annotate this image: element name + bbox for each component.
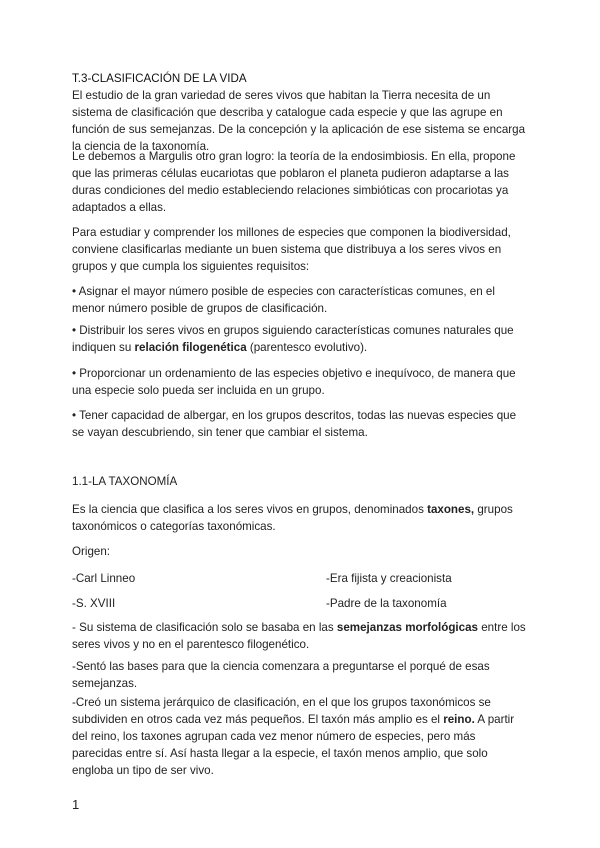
- origen-row1-right: -Era fijista y creacionista: [326, 572, 452, 585]
- paragraph-4-text: -Creó un sistema jerárquico de clasificación, en el que los grupos taxonómicos se subdividen en otros cada vez más pequeños. El taxón más amplio es el: [72, 696, 491, 726]
- paragraph-2-bold-term: semejanzas morfológicas: [336, 621, 478, 634]
- requirement-bullet-2: [72, 322, 528, 356]
- requirement-bullet-1: • Asignar el mayor número posible de especies con características comunes, en el menor número posible de grupos de clasificación.: [72, 285, 495, 315]
- bullet-2-text: • Distribuir los seres vivos en grupos siguiendo características comunes naturales que indiquen su: [72, 324, 514, 354]
- origen-label: Origen:: [72, 545, 111, 558]
- origen-row1-left: -Carl Linneo: [72, 572, 136, 585]
- taxonomy-paragraph-2: [72, 619, 528, 653]
- paragraph-2-text: - Su sistema de clasificación solo se basaba en las: [72, 621, 337, 634]
- definition-text-end: grupos taxonómicos o categorías taxonómicas.: [72, 503, 513, 533]
- section-title: 1.1-LA TAXONOMÍA: [72, 475, 178, 488]
- requirement-bullet-3: • Proporcionar un ordenamiento de las especies objetivo e inequívoco, de manera que una especie solo pueda ser incluida en un grupo.: [72, 367, 516, 397]
- bullet-2-bold-term: relación filogenética: [134, 341, 247, 354]
- taxonomy-definition: [72, 501, 528, 535]
- paragraph-4-text-end: A partir del reino, los taxones agrupan cada vez menor número de especies, pero más parecidas entre sí. Así hasta llegar a la especie, el taxón menos amplio, que solo engloba un tipo de ser vivo.: [72, 713, 515, 777]
- definition-text: Es la ciencia que clasifica a los seres vivos en grupos, denominados: [72, 503, 428, 516]
- intro-paragraph-3: Para estudiar y comprender los millones de especies que componen la biodiversidad, conviene clasificarlas mediante un buen sistema que distribuya a los seres vivos en grupos y que cumpla los siguientes requisitos:: [72, 226, 511, 273]
- bullet-2-text-end: (parentesco evolutivo).: [246, 341, 368, 354]
- origen-row2-left: -S. XVIII: [72, 597, 116, 610]
- taxonomy-paragraph-4: [72, 694, 528, 779]
- document-title: T.3-CLASIFICACIÓN DE LA VIDA: [72, 72, 247, 85]
- requirement-bullet-4: • Tener capacidad de albergar, en los grupos descritos, todas las nuevas especies que se vayan descubriendo, sin tener que cambiar el sistema.: [72, 409, 517, 439]
- paragraph-4-bold-term: reino.: [443, 713, 475, 726]
- intro-paragraph-1: El estudio de la gran variedad de seres vivos que habitan la Tierra necesita de un sistema de clasificación que describa y catalogue cada especie y que las agrupe en función de sus semejanzas. De la concepción y la aplicación de ese sistema se encarga la ciencia de la taxonomía.: [72, 89, 526, 153]
- origen-row2-right: -Padre de la taxonomía: [326, 597, 447, 610]
- taxonomy-paragraph-3: -Sentó las bases para que la ciencia comenzara a preguntarse el porqué de esas semejanzas.: [72, 660, 490, 690]
- page-number: 1: [72, 797, 80, 812]
- intro-paragraph-2: Le debemos a Margulis otro gran logro: la teoría de la endosimbiosis. En ella, propone que las primeras células eucariotas que poblaron el planeta pudieron adaptarse a las duras condiciones del medio estableciendo relaciones simbióticas con procariotas ya adaptados a ellas.: [72, 150, 516, 214]
- definition-bold-term: taxones,: [427, 503, 475, 516]
- paragraph-2-text-end: entre los seres vivos y no en el parentesco filogenético.: [72, 621, 526, 651]
